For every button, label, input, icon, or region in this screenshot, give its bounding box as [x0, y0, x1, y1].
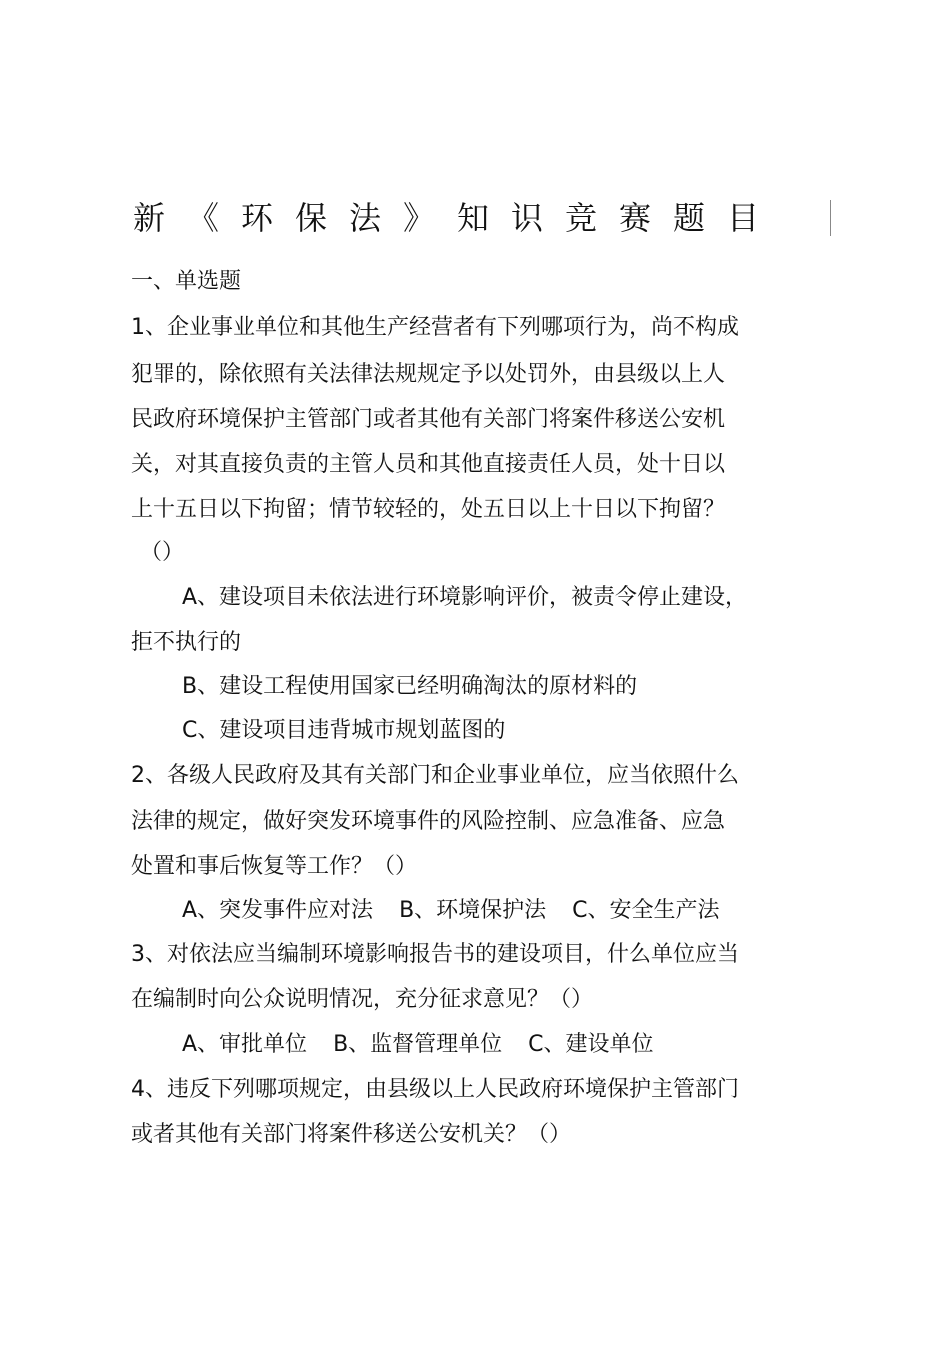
q3-option-a: A、审批单位: [182, 1032, 308, 1057]
section-heading: 一、单选题: [131, 269, 242, 294]
q1-option-a-continued: 拒不执行的: [131, 630, 242, 655]
q1-line: 民政府环境保护主管部门或者其他有关部门将案件移送公安机: [131, 407, 726, 432]
q2-line: 2、各级人民政府及其有关部门和企业事业单位，应当依照什么: [131, 763, 739, 788]
q3-line: 在编制时向公众说明情况，充分征求意见？（）: [131, 987, 594, 1012]
title-rule: [830, 200, 831, 236]
q3-option-c: C、建设单位: [528, 1032, 654, 1057]
q3-line: 3、对依法应当编制环境影响报告书的建设项目，什么单位应当: [131, 942, 739, 967]
document-title: 新《环保法》知识竞赛题目: [133, 199, 782, 237]
q1-line: 1、企业事业单位和其他生产经营者有下列哪项行为，尚不构成: [131, 315, 739, 340]
q3-option-b: B、监督管理单位: [333, 1032, 503, 1057]
q4-line: 4、违反下列哪项规定，由县级以上人民政府环境保护主管部门: [131, 1077, 739, 1102]
q4-line: 或者其他有关部门将案件移送公安机关？（）: [131, 1122, 572, 1147]
q2-line: 法律的规定，做好突发环境事件的风险控制、应急准备、应急: [131, 809, 726, 834]
q1-answer-blank: （）: [140, 540, 185, 565]
q2-option-b: B、环境保护法: [399, 898, 547, 923]
q2-option-c: C、安全生产法: [572, 898, 720, 923]
q1-line: 犯罪的，除依照有关法律法规规定予以处罚外，由县级以上人: [131, 362, 726, 387]
q1-line: 关，对其直接负责的主管人员和其他直接责任人员，处十日以: [131, 452, 726, 477]
q1-option-b: B、建设工程使用国家已经明确淘汰的原材料的: [182, 674, 638, 699]
q1-option-a: A、建设项目未依法进行环境影响评价，被责令停止建设，: [182, 585, 748, 610]
q2-options: [182, 896, 746, 926]
q2-option-a: A、突发事件应对法: [182, 898, 374, 923]
q1-option-c: C、建设项目违背城市规划蓝图的: [182, 718, 506, 743]
q1-line: 上十五日以下拘留；情节较轻的，处五日以上十日以下拘留？: [131, 497, 726, 522]
q3-options: [182, 1030, 680, 1060]
q2-line: 处置和事后恢复等工作？（）: [131, 854, 418, 879]
